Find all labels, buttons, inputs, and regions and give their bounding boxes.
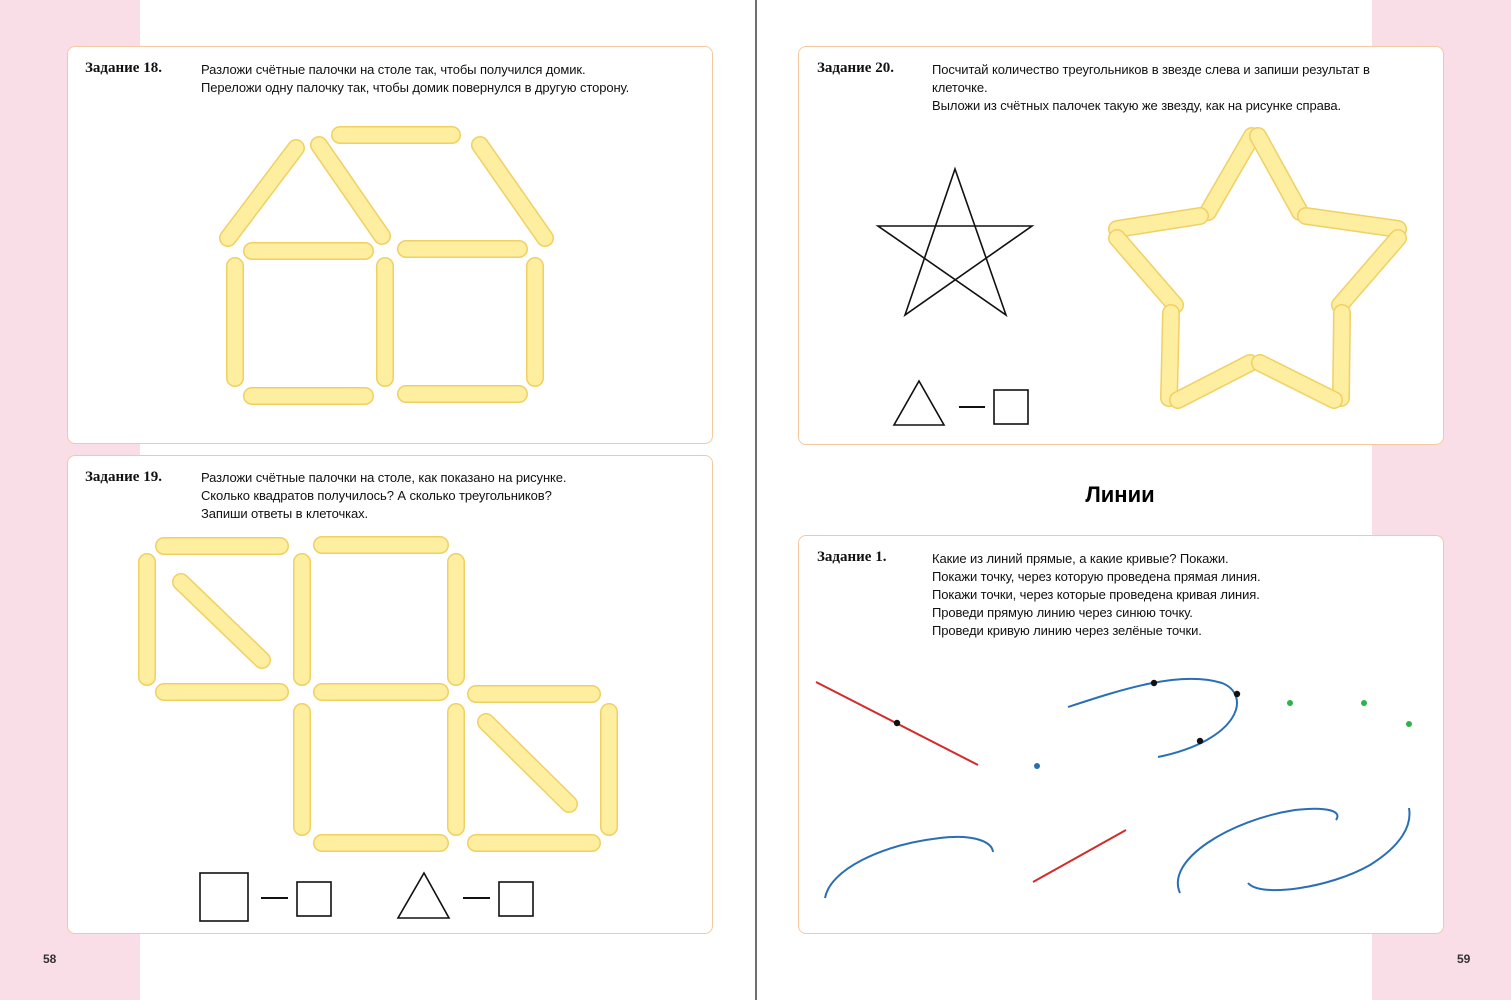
task-19-line-2: Сколько квадратов получилось? А сколько треугольников? bbox=[201, 488, 552, 503]
house-of-sticks-figure bbox=[228, 135, 545, 396]
counting-stick-fill bbox=[319, 145, 382, 236]
curved-line-blue-1 bbox=[1068, 679, 1237, 757]
task-1-line-5: Проведи кривую линию через зелёные точки. bbox=[932, 623, 1202, 638]
counting-stick-fill bbox=[1260, 363, 1334, 400]
answer-box[interactable] bbox=[499, 882, 533, 916]
counting-stick-fill bbox=[1178, 363, 1250, 400]
squares-of-sticks-figure bbox=[147, 545, 609, 843]
page-number-left: 58 bbox=[43, 952, 57, 966]
task-1-line-1: Какие из линий прямые, а какие кривые? Покажи. bbox=[932, 551, 1229, 566]
curved-line-blue-4 bbox=[1248, 808, 1410, 890]
counting-stick-fill bbox=[1340, 238, 1398, 305]
counting-stick-fill bbox=[228, 148, 296, 238]
counting-stick-fill bbox=[1341, 313, 1342, 398]
black-point-on-curve-2 bbox=[1234, 691, 1240, 697]
task-1-label: Задание 1. bbox=[817, 549, 887, 565]
counting-stick-fill bbox=[480, 145, 545, 238]
straight-line-red-2 bbox=[1033, 830, 1126, 882]
task-19-label: Задание 19. bbox=[85, 469, 162, 485]
counting-stick-fill bbox=[1169, 313, 1171, 398]
task-20-line-2: клеточке. bbox=[932, 80, 988, 95]
task-20-answers bbox=[894, 381, 1028, 425]
counting-stick-fill bbox=[181, 582, 262, 660]
triangle-symbol-icon bbox=[894, 381, 944, 425]
blue-point bbox=[1034, 763, 1040, 769]
task-18-line-2: Переложи одну палочку так, чтобы домик повернулся в другую сторону. bbox=[201, 80, 630, 95]
star-of-sticks-figure bbox=[1117, 136, 1398, 400]
answer-box[interactable] bbox=[297, 882, 331, 916]
outline-star-icon bbox=[878, 169, 1032, 315]
task-20-line-3: Выложи из счётных палочек такую же звезду, как на рисунке справа. bbox=[932, 98, 1342, 113]
counting-stick-fill bbox=[486, 722, 569, 804]
black-point-on-straight-line bbox=[894, 720, 900, 726]
counting-stick-fill bbox=[1306, 216, 1398, 229]
task-20-line-1: Посчитай количество треугольников в звезде слева и запиши результат в bbox=[932, 62, 1370, 77]
black-point-on-curve-1 bbox=[1151, 680, 1157, 686]
counting-stick-fill bbox=[1117, 238, 1175, 305]
square-symbol-icon bbox=[200, 873, 248, 921]
task-19-line-3: Запиши ответы в клеточках. bbox=[201, 506, 369, 521]
task-19-line-1: Разложи счётные палочки на столе, как показано на рисунке. bbox=[201, 470, 567, 485]
counting-stick-fill bbox=[1208, 136, 1252, 212]
task-18-label: Задание 18. bbox=[85, 60, 162, 76]
task-18-line-1: Разложи счётные палочки на столе так, чтобы получился домик. bbox=[201, 62, 586, 77]
green-point-3 bbox=[1406, 721, 1412, 727]
triangle-symbol-icon bbox=[398, 873, 449, 918]
task-19-answers bbox=[200, 873, 533, 921]
section-title-lines: Линии bbox=[1085, 482, 1155, 507]
black-point-on-curve-3 bbox=[1197, 738, 1203, 744]
green-point-2 bbox=[1361, 700, 1367, 706]
counting-stick-fill bbox=[1258, 136, 1300, 212]
green-point-1 bbox=[1287, 700, 1293, 706]
task-1-line-2: Покажи точку, через которую проведена прямая линия. bbox=[932, 569, 1261, 584]
curved-line-blue-3 bbox=[1178, 809, 1338, 893]
task-20-label: Задание 20. bbox=[817, 60, 894, 76]
task-1-line-4: Проведи прямую линию через синюю точку. bbox=[932, 605, 1193, 620]
task-1-line-3: Покажи точки, через которые проведена кривая линия. bbox=[932, 587, 1260, 602]
page-number-right: 59 bbox=[1457, 952, 1471, 966]
curved-line-blue-2 bbox=[825, 837, 993, 898]
lines-figure bbox=[816, 679, 1412, 898]
answer-box[interactable] bbox=[994, 390, 1028, 424]
